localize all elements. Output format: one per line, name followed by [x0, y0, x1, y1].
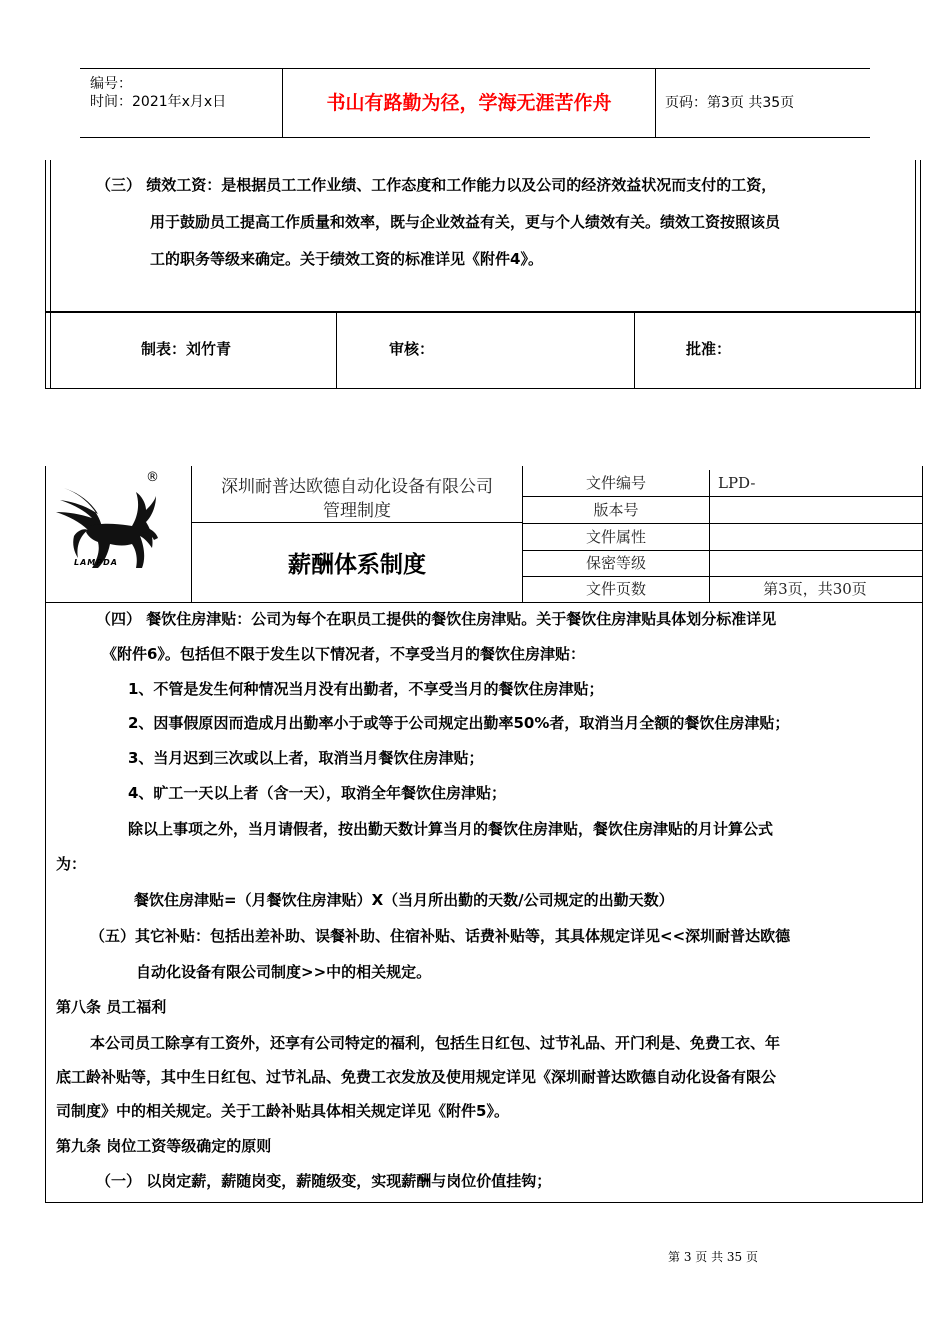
- meta-key: 文件编号: [523, 470, 710, 496]
- paragraph-line: 除以上事项之外，当月请假者，按出勤天数计算当月的餐饮住房津贴，餐饮住房津贴的月计算公式: [128, 820, 774, 838]
- paragraph-line: 本公司员工除享有工资外，还享有公司特定的福利，包括生日红包、过节礼品、开门利是、免费工衣、年: [90, 1034, 781, 1052]
- paragraph-line: 底工龄补贴等，其中生日红包、过节礼品、免费工衣发放及使用规定详见《深圳耐普达欧德自动化设备有限公: [56, 1068, 777, 1086]
- meta-key: 版本号: [523, 497, 710, 523]
- page-header: [80, 68, 870, 138]
- paragraph-line: （五）其它补贴：包括出差补助、误餐补助、住宿补贴、话费补贴等，其具体规定详见<<深圳耐普达欧德: [90, 927, 791, 945]
- paragraph-line: 用于鼓励员工提高工作质量和效率，既与企业效益有关，更与个人绩效有关。绩效工资按照该员: [150, 213, 781, 231]
- time-label: 时间：2021年x月x日: [90, 94, 227, 110]
- company-name-cell: [192, 466, 523, 523]
- page-info: 页码：第3页 共35页: [665, 95, 795, 111]
- meta-value: [710, 550, 920, 576]
- document-title: 薪酬体系制度: [192, 523, 523, 602]
- company-name: 深圳耐普达欧德自动化设备有限公司: [221, 477, 493, 497]
- inner-border-left: [50, 160, 51, 388]
- paragraph-line: （四） 餐饮住房津贴：公司为每个在职员工提供的餐饮住房津贴。关于餐饮住房津贴具体划分标准详见: [96, 610, 777, 628]
- list-item: 4、旷工一天以上者（含一天），取消全年餐饮住房津贴；: [128, 784, 506, 802]
- paragraph-line: 司制度》中的相关规定。关于工龄补贴具体相关规定详见《附件5》。: [56, 1102, 509, 1120]
- paragraph-line: 《附件6》。包括但不限于发生以下情况者，不享受当月的餐饮住房津贴：: [102, 645, 585, 663]
- number-label: 编号：: [90, 76, 132, 92]
- divider: [46, 311, 920, 313]
- meta-value: 第3页，共30页: [763, 580, 867, 598]
- meta-key: 保密等级: [523, 550, 710, 576]
- page-footer: 第 3 页 共 35 页: [668, 1250, 758, 1264]
- reviewed-by: 审核：: [389, 340, 435, 358]
- article-heading: 第九条 岗位工资等级确定的原则: [56, 1137, 272, 1155]
- list-item: 3、当月迟到三次或以上者，取消当月餐饮住房津贴；: [128, 749, 484, 767]
- performance-pay-section: [45, 160, 921, 389]
- meta-key: 文件页数: [523, 576, 710, 602]
- pegasus-icon: [46, 466, 191, 602]
- meta-value: [710, 497, 920, 523]
- company-logo: [46, 466, 192, 602]
- list-item: 2、因事假原因而造成月出勤率小于或等于公司规定出勤率50%者，取消当月全额的餐饮住房津贴；: [128, 714, 790, 732]
- meta-row: [523, 550, 922, 577]
- salary-system-section: [45, 466, 923, 1203]
- paragraph-line: 工的职务等级来确定。关于绩效工资的标准详见《附件4》。: [150, 250, 543, 268]
- formula: 餐饮住房津贴=（月餐饮住房津贴）X（当月所出勤的天数/公司规定的出勤天数）: [134, 891, 674, 909]
- meta-row: [523, 470, 922, 497]
- article-heading: 第八条 员工福利: [56, 998, 167, 1016]
- slogan: 书山有路勤为径，学海无涯苦作舟: [283, 69, 656, 137]
- meta-row: [523, 524, 922, 551]
- header-left-cell: [80, 69, 283, 137]
- management-system-label: 管理制度: [323, 501, 391, 521]
- paragraph-line: 自动化设备有限公司制度>>中的相关规定。: [136, 963, 432, 981]
- paragraph-line: （三） 绩效工资：是根据员工工作业绩、工作态度和工作能力以及公司的经济效益状况而支付的工资，: [96, 176, 777, 194]
- meta-row: [523, 576, 922, 602]
- divider: [634, 313, 635, 388]
- meta-value: LPD-: [718, 474, 756, 492]
- inner-border-right: [915, 160, 916, 388]
- prepared-by: 制表：刘竹青: [141, 340, 232, 358]
- registered-mark: ®: [146, 470, 159, 485]
- paragraph-line: （一） 以岗定薪，薪随岗变，薪随级变，实现薪酬与岗位价值挂钩；: [96, 1172, 552, 1190]
- divider: [336, 313, 337, 388]
- meta-value: [710, 524, 920, 550]
- paragraph-line: 为：: [56, 855, 87, 873]
- list-item: 1、不管是发生何种情况当月没有出勤者，不享受当月的餐饮住房津贴；: [128, 680, 604, 698]
- logo-text: LAMPDA: [74, 558, 118, 567]
- meta-key: 文件属性: [523, 524, 710, 550]
- document-header-table: [46, 466, 922, 603]
- meta-row: [523, 497, 922, 524]
- approved-by: 批准：: [686, 340, 732, 358]
